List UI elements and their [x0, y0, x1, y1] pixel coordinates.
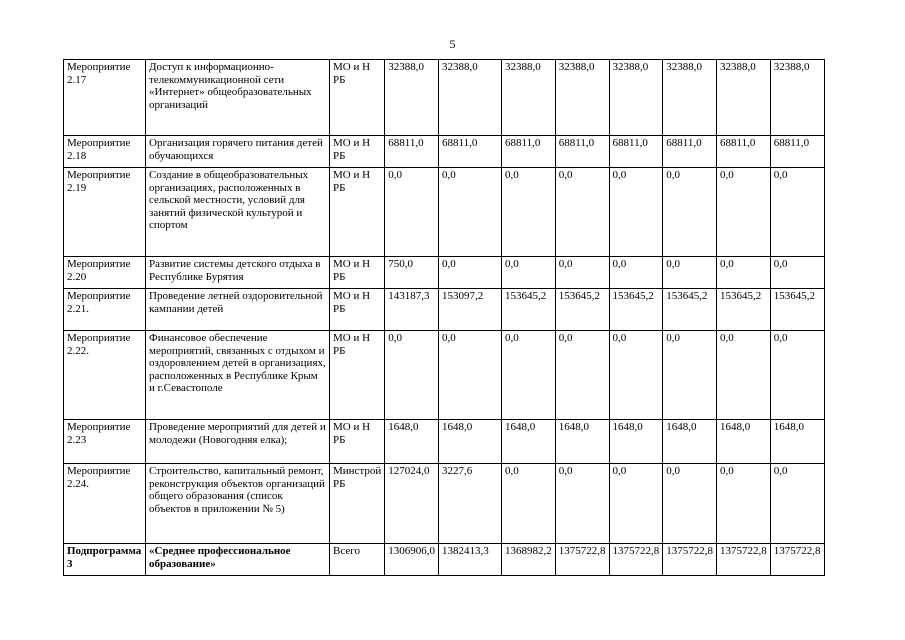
value-cell: 0,0: [502, 331, 556, 420]
value-cell: 0,0: [439, 168, 502, 257]
value-cell: 1648,0: [385, 420, 439, 464]
value-cell: 0,0: [555, 257, 609, 289]
value-cell: 0,0: [717, 257, 771, 289]
value-cell: 143187,3: [385, 289, 439, 331]
value-cell: 127024,0: [385, 464, 439, 544]
value-cell: 32388,0: [555, 60, 609, 136]
row-id-cell: Мероприятие 2.20: [64, 257, 146, 289]
value-cell: 1648,0: [717, 420, 771, 464]
row-name-cell: Проведение мероприятий для детей и молодежи (Новогодняя елка);: [146, 420, 330, 464]
value-cell: 1375722,8: [770, 544, 824, 576]
row-id-cell: Мероприятие 2.19: [64, 168, 146, 257]
table-row: [64, 464, 825, 544]
value-cell: 0,0: [439, 331, 502, 420]
value-cell: 0,0: [770, 331, 824, 420]
value-cell: 68811,0: [770, 136, 824, 168]
row-id-cell: Мероприятие 2.23: [64, 420, 146, 464]
row-id-cell: Мероприятие 2.17: [64, 60, 146, 136]
row-id-cell: Мероприятие 2.24.: [64, 464, 146, 544]
value-cell: 32388,0: [502, 60, 556, 136]
value-cell: 68811,0: [663, 136, 717, 168]
value-cell: 0,0: [555, 464, 609, 544]
row-source-cell: МО и Н РБ: [330, 257, 385, 289]
value-cell: 32388,0: [770, 60, 824, 136]
table-row: [64, 420, 825, 464]
value-cell: 0,0: [717, 331, 771, 420]
row-id-cell: Подпрограмма 3: [64, 544, 146, 576]
value-cell: 32388,0: [663, 60, 717, 136]
value-cell: 32388,0: [439, 60, 502, 136]
value-cell: 1648,0: [555, 420, 609, 464]
row-name-cell: Проведение летней оздоровительной кампании детей: [146, 289, 330, 331]
row-name-cell: Развитие системы детского отдыха в Республике Бурятия: [146, 257, 330, 289]
value-cell: 1382413,3: [439, 544, 502, 576]
value-cell: 1368982,2: [502, 544, 556, 576]
value-cell: 0,0: [609, 464, 663, 544]
value-cell: 0,0: [717, 464, 771, 544]
row-name-cell: Доступ к информационно-телекоммуникационной сети «Интернет» общеобразовательных организаций: [146, 60, 330, 136]
value-cell: 0,0: [663, 331, 717, 420]
value-cell: 68811,0: [555, 136, 609, 168]
table-row: [64, 544, 825, 576]
table-row: [64, 289, 825, 331]
value-cell: 68811,0: [502, 136, 556, 168]
row-source-cell: МО и Н РБ: [330, 168, 385, 257]
value-cell: 153645,2: [770, 289, 824, 331]
value-cell: 68811,0: [717, 136, 771, 168]
table-row: [64, 257, 825, 289]
value-cell: 0,0: [502, 257, 556, 289]
page-number: 5: [449, 37, 456, 51]
value-cell: 1648,0: [609, 420, 663, 464]
table-row: [64, 136, 825, 168]
value-cell: 0,0: [385, 168, 439, 257]
row-source-cell: Всего: [330, 544, 385, 576]
value-cell: 153645,2: [502, 289, 556, 331]
row-id-cell: Мероприятие 2.21.: [64, 289, 146, 331]
value-cell: 68811,0: [385, 136, 439, 168]
value-cell: 32388,0: [609, 60, 663, 136]
row-source-cell: МО и Н РБ: [330, 60, 385, 136]
value-cell: 0,0: [609, 331, 663, 420]
row-name-cell: Строительство, капитальный ремонт, реконструкция объектов организаций общего образования (список объектов в приложении № 5): [146, 464, 330, 544]
row-source-cell: МО и Н РБ: [330, 420, 385, 464]
row-name-cell: Организация горячего питания детей обучающихся: [146, 136, 330, 168]
value-cell: 32388,0: [717, 60, 771, 136]
value-cell: 68811,0: [609, 136, 663, 168]
row-id-cell: Мероприятие 2.18: [64, 136, 146, 168]
value-cell: 0,0: [770, 168, 824, 257]
row-name-cell: Создание в общеобразовательных организациях, расположенных в сельской местности, условий для занятий физической культурой и спортом: [146, 168, 330, 257]
table-body: [64, 60, 825, 576]
value-cell: 153645,2: [555, 289, 609, 331]
value-cell: 1648,0: [439, 420, 502, 464]
value-cell: 1306906,0: [385, 544, 439, 576]
table-row: [64, 331, 825, 420]
value-cell: 0,0: [770, 464, 824, 544]
row-source-cell: МО и Н РБ: [330, 136, 385, 168]
value-cell: 1648,0: [663, 420, 717, 464]
value-cell: 1648,0: [770, 420, 824, 464]
value-cell: 0,0: [439, 257, 502, 289]
value-cell: 0,0: [663, 168, 717, 257]
row-name-cell: Финансовое обеспечение мероприятий, связанных с отдыхом и оздоровлением детей в организациях, расположенных в Республике Крым и г.Севастополе: [146, 331, 330, 420]
row-source-cell: МО и Н РБ: [330, 331, 385, 420]
value-cell: 0,0: [555, 168, 609, 257]
value-cell: 1375722,8: [663, 544, 717, 576]
row-source-cell: МО и Н РБ: [330, 289, 385, 331]
value-cell: 1648,0: [502, 420, 556, 464]
value-cell: 0,0: [663, 464, 717, 544]
table-row: [64, 168, 825, 257]
value-cell: 153645,2: [717, 289, 771, 331]
value-cell: 750,0: [385, 257, 439, 289]
row-id-cell: Мероприятие 2.22.: [64, 331, 146, 420]
program-table: [63, 59, 825, 576]
value-cell: 1375722,8: [609, 544, 663, 576]
value-cell: 0,0: [502, 168, 556, 257]
value-cell: 0,0: [385, 331, 439, 420]
value-cell: 153645,2: [609, 289, 663, 331]
value-cell: 1375722,8: [717, 544, 771, 576]
value-cell: 0,0: [609, 257, 663, 289]
value-cell: 0,0: [770, 257, 824, 289]
value-cell: 0,0: [609, 168, 663, 257]
value-cell: 1375722,8: [555, 544, 609, 576]
value-cell: 68811,0: [439, 136, 502, 168]
table-row: [64, 60, 825, 136]
value-cell: 0,0: [555, 331, 609, 420]
value-cell: 32388,0: [385, 60, 439, 136]
value-cell: 0,0: [663, 257, 717, 289]
value-cell: 0,0: [502, 464, 556, 544]
value-cell: 153645,2: [663, 289, 717, 331]
value-cell: 0,0: [717, 168, 771, 257]
value-cell: 3227,6: [439, 464, 502, 544]
row-source-cell: Минстрой РБ: [330, 464, 385, 544]
value-cell: 153097,2: [439, 289, 502, 331]
row-name-cell: «Среднее профессиональное образование»: [146, 544, 330, 576]
